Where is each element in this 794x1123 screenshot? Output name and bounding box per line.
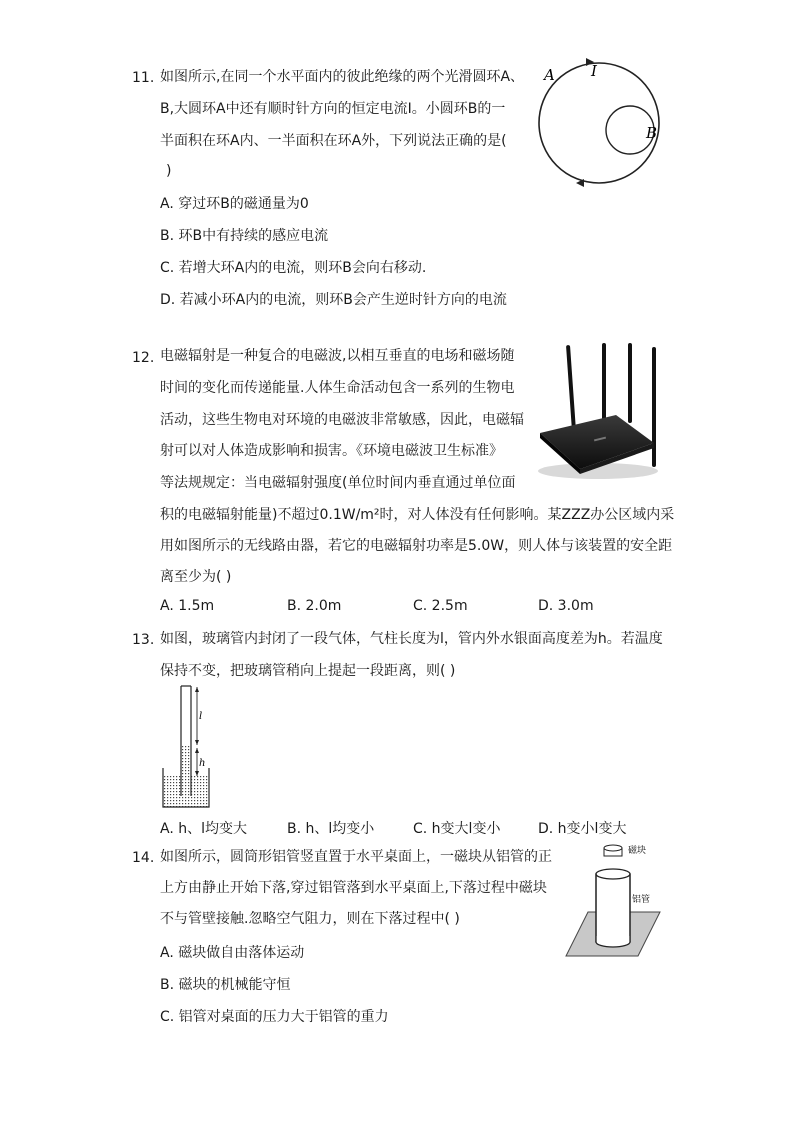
label-magnet: 磁块 xyxy=(628,846,647,856)
option-d[interactable]: D. 若减小环A内的电流，则环B会产生逆时针方向的电流 xyxy=(160,292,507,308)
option-b[interactable]: B. 磁块的机械能守恒 xyxy=(160,977,291,993)
question-text-line: 用如图所示的无线路由器，若它的电磁辐射功率是5.0W，则人体与该装置的安全距 xyxy=(160,538,673,554)
question-text-line: 如图，玻璃管内封闭了一段气体，气柱长度为l，管内外水银面高度差为h。若温度 xyxy=(160,631,663,647)
option-a[interactable]: A. 穿过环B的磁通量为0 xyxy=(160,196,309,212)
option-c[interactable]: C. 铝管对桌面的压力大于铝管的重力 xyxy=(160,1009,389,1025)
router-body xyxy=(540,415,654,469)
label-i: I xyxy=(591,62,597,80)
question-number: 13. xyxy=(132,632,155,648)
aluminum-tube-figure xyxy=(562,840,666,960)
option-b[interactable]: B. 环B中有持续的感应电流 xyxy=(160,228,329,244)
option-c[interactable]: C. 2.5m xyxy=(413,598,468,614)
arrow-head-icon xyxy=(195,748,199,753)
question-text-line: 活动，这些生物电对环境的电磁波非常敏感，因此，电磁辐 xyxy=(160,412,524,428)
question-text-line: 如图所示,在同一个水平面内的彼此绝缘的两个光滑圆环A、 xyxy=(160,69,525,85)
label-l: l xyxy=(199,711,203,722)
arrow-head-icon xyxy=(195,771,199,776)
ring-a xyxy=(539,63,659,183)
option-d[interactable]: D. h变小l变大 xyxy=(538,821,627,837)
router-image xyxy=(536,343,662,481)
tube-base-mask xyxy=(596,936,630,942)
glass-tube-figure xyxy=(160,682,214,810)
question-text-line: 时间的变化而传递能量.人体生命活动包含一系列的生物电 xyxy=(160,380,515,396)
label-tube: 铝管 xyxy=(632,895,651,905)
magnet-top xyxy=(604,845,622,851)
option-c[interactable]: C. h变大l变小 xyxy=(413,821,501,837)
label-h: h xyxy=(199,758,206,769)
antenna xyxy=(566,345,576,431)
question-text-line: 保持不变，把玻璃管稍向上提起一段距离，则( ) xyxy=(160,663,456,679)
question-number: 12. xyxy=(132,350,155,366)
label-b: B xyxy=(646,124,658,142)
aluminum-tube xyxy=(596,874,630,942)
question-text-line: 电磁辐射是一种复合的电磁波,以相互垂直的电场和磁场随 xyxy=(160,348,515,364)
question-number: 14. xyxy=(132,850,155,866)
option-a[interactable]: A. h、l均变大 xyxy=(160,821,247,837)
question-text-line: 离至少为( ) xyxy=(160,569,232,585)
question-text-line: B,大圆环A中还有顺时针方向的恒定电流I。小圆环B的一 xyxy=(160,101,506,117)
question-text-line: 等法规规定：当电磁辐射强度(单位时间内垂直通过单位面 xyxy=(160,475,516,491)
question-text-line: 积的电磁辐射能量)不超过0.1W/m²时，对人体没有任何影响。某ZZZ办公区域内采 xyxy=(160,507,675,523)
option-d[interactable]: D. 3.0m xyxy=(538,598,594,614)
question-text-line: 射可以对人体造成影响和损害。《环境电磁波卫生标准》 xyxy=(160,443,503,459)
question-text-line: 不与管壁接触.忽略空气阻力，则在下落过程中( ) xyxy=(160,911,460,927)
antenna xyxy=(628,343,632,423)
question-text-line: ) xyxy=(166,163,172,179)
tube-top-rim xyxy=(596,869,630,879)
option-a[interactable]: A. 磁块做自由落体运动 xyxy=(160,945,305,961)
antenna xyxy=(602,343,606,421)
question-number: 11. xyxy=(132,70,155,86)
question-text-line: 如图所示，圆筒形铝管竖直置于水平桌面上，一磁块从铝管的正 xyxy=(160,849,552,865)
antenna xyxy=(652,347,656,467)
label-a: A xyxy=(544,66,555,84)
option-c[interactable]: C. 若增大环A内的电流，则环B会向右移动. xyxy=(160,260,427,276)
question-text-line: 半面积在环A内、一半面积在环A外，下列说法正确的是( xyxy=(160,133,507,149)
option-b[interactable]: B. h、l均变小 xyxy=(287,821,375,837)
option-a[interactable]: A. 1.5m xyxy=(160,598,215,614)
question-text-line: 上方由静止开始下落,穿过铝管落到水平桌面上,下落过程中磁块 xyxy=(160,880,547,896)
mercury-column xyxy=(182,746,190,796)
rings-figure xyxy=(530,58,670,188)
option-b[interactable]: B. 2.0m xyxy=(287,598,342,614)
arrow-head-icon xyxy=(195,687,199,692)
arrow-head-icon xyxy=(195,740,199,745)
